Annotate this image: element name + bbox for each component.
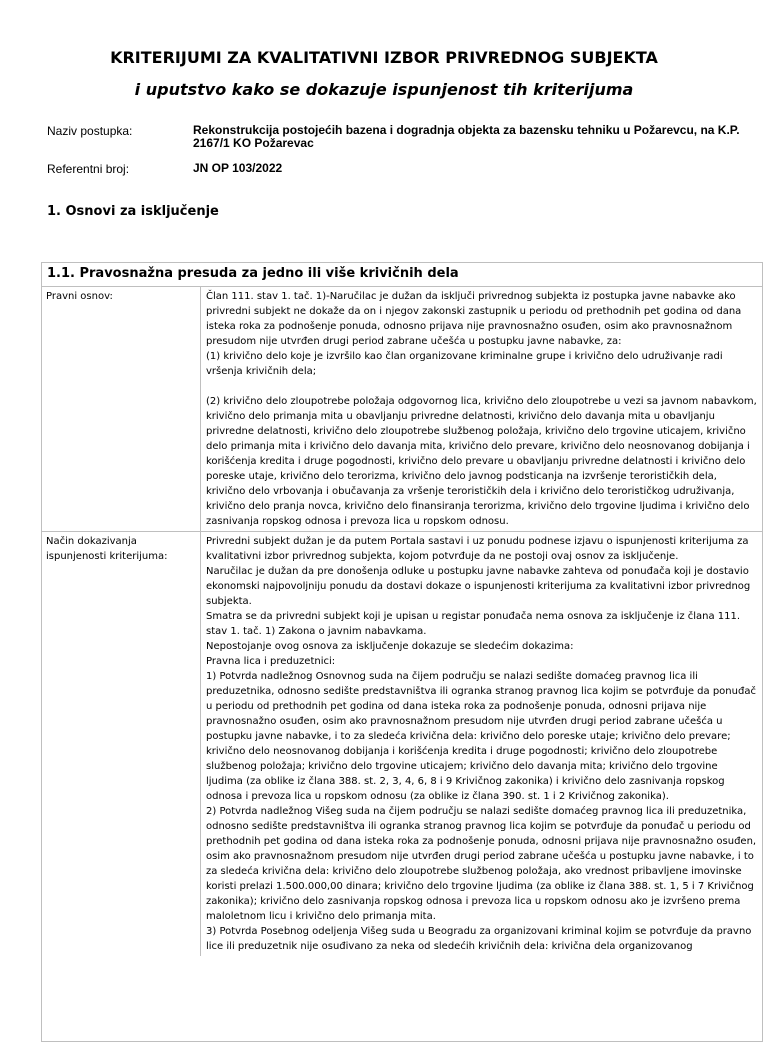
paragraph: Smatra se da privredni subjekt koji je upisan u registar ponuđača nema osnova za isključenje iz člana 111. stav 1. tač. 1) Zakona o javnim nabavkama. [206, 611, 741, 637]
paragraph: Član 111. stav 1. tač. 1)-Naručilac je dužan da isključi privrednog subjekta iz postupka javne nabavke ako privredni subjekt ne dokaže da on i njegov zakonski zastupnik u periodu od prethodnih pet godina od dana isteka roka za podnošenje ponuda, odnosno prijava nije pravnosnažno osuđen, osim ako pravnosnažnom presudom nije utvrđen drugi period zabrane učešća u postupku javne nabavke, za: [206, 291, 742, 347]
table-row-legal-basis [42, 287, 762, 532]
legal-basis-text [201, 287, 762, 531]
table-heading: 1.1. Pravosnažna presuda za jedno ili više krivičnih dela [42, 263, 762, 287]
paragraph: Pravna lica i preduzetnici: [206, 656, 336, 667]
paragraph: Naručilac je dužan da pre donošenja odluke u postupku javne nabavke zahteva od ponuđača koji je dostavio ekonomski najpovoljniju ponudu da dostavi dokaze o ispunjenosti kriterijuma za kvalitativni izbor privrednog subjekta. [206, 566, 751, 607]
paragraph: (2) krivično delo zloupotrebe položaja odgovornog lica, krivično delo zloupotrebe u vezi sa javnom nabavkom, krivično delo primanja mita u obavljanju privredne delatnosti, krivično delo davanja mita u obavljanju privredne delatnosti, krivično delo zloupotrebe službenog položaja, krivično delo trgovine uticajem, krivično delo primanja mita i krivično delo davanja mita, krivično delo prevare, krivično delo neosnovanog dobijanja i korišćenja kredita i druge pogodnosti, krivično delo prevare u obavljanju privredne delatnosti i krivično delo poreske utaje, krivično delo terorizma, krivično delo javnog podsticanja na izvršenje terorističkih dela, krivično delo vrbovanja i obučavanja za vršenje terorističkih dela i krivično delo terorističkog udruživanja, krivično delo pranja novca, krivično delo finansiranja terorizma, krivično delo trgovine ljudima i krivično delo zasnivanja ropskog odnosa i prevoza lica u ropskom odnosu. [206, 396, 757, 527]
procedure-name-value: Rekonstrukcija postojećih bazena i dogradnja objekta za bazensku tehniku u Požarevcu, na K.P. 2167/1 KO Požarevac [193, 123, 740, 150]
paragraph: 2) Potvrda nadležnog Višeg suda na čijem području se nalazi sedište domaćeg pravnog lica ili preduzetnika, odnosno sedište predstavništva ili ogranka stranog pravnog lica kojim se potvrđuje da ponuđač u periodu od prethodnih pet godina od dana isteka roka za podnošenje ponuda, odnosni prijava nije pravnosnažno osuđen, osim ako pravnosnažnom presudom nije utvrđen drugi period zabrane učešća u postupku javne nabavke, i to za sledeća krivična dela: krivično delo zloupotrebe službenog položaja, ako vrednost pribavljene imovinske koristi prelazi 1.500.000,00 dinara; krivično delo trgovine ljudima (za oblike iz člana 388. st. 1, 5 i 7 Krivičnog zakonika); krivično delo zasnivanja ropskog odnosa i prevoza lica u ropskom odnosu ako je izvršeno prema maloletnom licu i krivično delo primanja mita. [206, 806, 757, 922]
paragraph: Nepostojanje ovog osnova za isključenje dokazuje se sledećim dokazima: [206, 641, 574, 652]
document-title: KRITERIJUMI ZA KVALITATIVNI IZBOR PRIVREDNOG SUBJEKTA [110, 48, 658, 67]
reference-number-value: JN OP 103/2022 [193, 161, 283, 175]
paragraph: 3) Potvrda Posebnog odeljenja Višeg suda u Beogradu za organizovani kriminal kojim se potvrđuje da pravno lice ili preduzetnik nije osuđivano za neka od sledećih krivičnih dela: krivična dela organizovanog [206, 926, 752, 952]
criteria-table [41, 262, 763, 1042]
paragraph: 1) Potvrda nadležnog Osnovnog suda na čijem području se nalazi sedište domaćeg pravnog lica ili preduzetnika, odnosno sedište predstavništva ili ogranka stranog pravnog lica kojim se potvrđuje da ponuđač u periodu od prethodnih pet godina od dana isteka roka za podnošenje ponuda, odnosni prijava nije pravnosnažno osuđen, osim ako pravnosnažnom presudom nije utvrđen drugi period zabrane učešća u postupku javne nabavke, i to za sledeća krivična dela: krivično delo poreske utaje; krivično delo prevare; krivično delo neosnovanog dobijanja i korišćenja kredita i druge pogodnosti; krivično delo zloupotrebe službenog položaja; krivično delo trgovine uticajem; krivično delo davanja mita; krivično delo trgovine ljudima (za oblike iz člana 388. st. 2, 3, 4, 6, 8 i 9 Krivičnog zakonika) i krivično delo zasnivanja ropskog odnosa i prevoza lica u ropskom odnosu (za oblike iz člana 390. st. 1 i 2 Krivičnog zakonika). [206, 671, 756, 802]
reference-number-label: Referentni broj: [47, 162, 130, 176]
legal-basis-label: Pravni osnov: [42, 287, 201, 531]
proof-method-text [201, 532, 762, 956]
section-title: 1. Osnovi za isključenje [47, 204, 219, 219]
paragraph: Privredni subjekt dužan je da putem Portala sastavi i uz ponudu podnese izjavu o ispunjenosti kriterijuma za kvalitativni izbor privrednog subjekta, kojom potvrđuje da ne postoji ovaj osnov za isključenje. [206, 536, 749, 562]
paragraph: (1) krivično delo koje je izvršilo kao član organizovane kriminalne grupe i krivično delo udruživanje radi vršenja krivičnih dela; [206, 351, 723, 377]
procedure-name-label: Naziv postupka: [47, 124, 133, 138]
table-row-proof-method [42, 532, 762, 956]
document-subtitle: i uputstvo kako se dokazuje ispunjenost tih kriterijuma [134, 80, 634, 99]
proof-method-label: Način dokazivanja ispunjenosti kriterijuma: [42, 532, 201, 956]
